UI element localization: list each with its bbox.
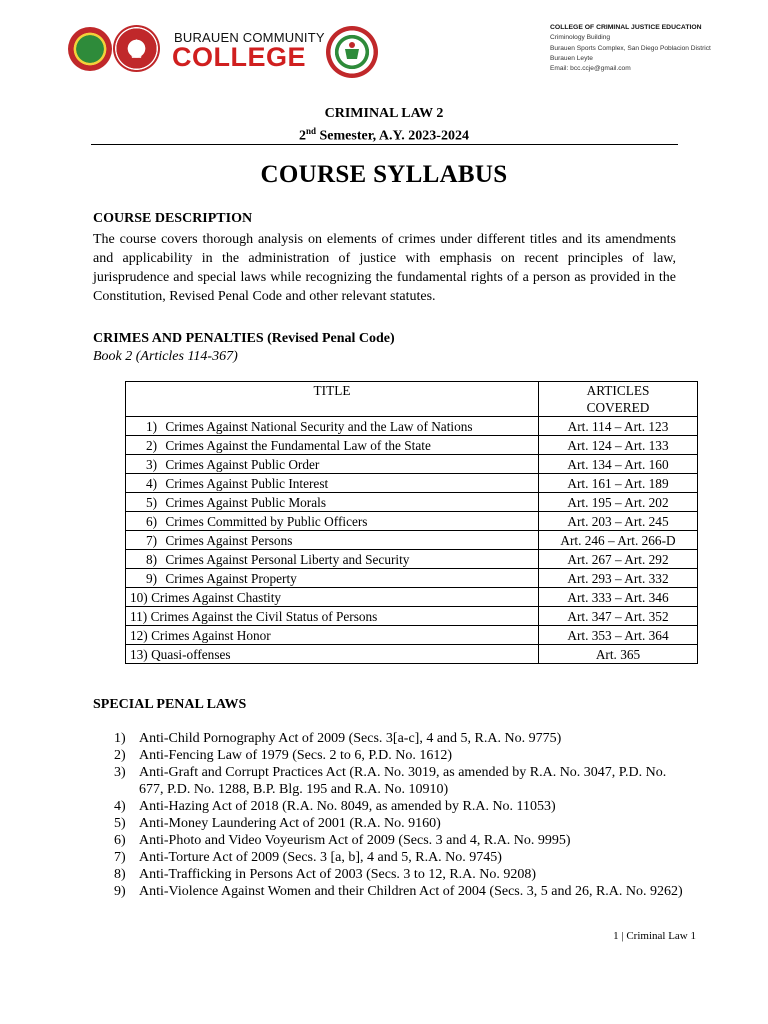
articles-covered-cell: Art. 246 – Art. 266-D	[539, 531, 698, 550]
table-row	[126, 474, 698, 493]
articles-covered-cell: Art. 333 – Art. 346	[539, 588, 698, 607]
column-header-title: TITLE	[126, 382, 539, 417]
articles-covered-cell: Art. 203 – Art. 245	[539, 512, 698, 531]
table-row	[126, 645, 698, 664]
row-number: 8)	[146, 551, 158, 567]
special-penal-laws-heading: SPECIAL PENAL LAWS	[93, 697, 247, 712]
table-row	[126, 417, 698, 436]
list-item-text: Anti-Photo and Video Voyeurism Act of 2009 (Secs. 3 and 4, R.A. No. 9995)	[139, 833, 571, 848]
course-description-heading: COURSE DESCRIPTION	[93, 211, 253, 226]
list-item-text: Anti-Torture Act of 2009 (Secs. 3 [a, b], 4 and 5, R.A. No. 9745)	[139, 850, 502, 865]
list-item	[93, 866, 693, 883]
list-item	[93, 815, 693, 832]
list-item-text: Anti-Trafficking in Persons Act of 2003 (Secs. 3 to 12, R.A. No. 9208)	[139, 867, 537, 882]
crime-title-cell	[126, 455, 539, 474]
crime-title-cell	[126, 417, 539, 436]
row-number: 11)	[130, 608, 148, 624]
book-label: Book 2 (Articles 114-367)	[93, 349, 238, 364]
row-number: 3)	[146, 456, 158, 472]
crime-title: Crimes Against Property	[165, 570, 297, 586]
list-item	[93, 747, 693, 764]
list-item	[93, 849, 693, 866]
page-footer: 1 | Criminal Law 1	[613, 930, 696, 942]
list-item-number: 9)	[114, 884, 126, 899]
semester-ordinal: 2	[299, 128, 306, 144]
crime-title: Crimes Against the Fundamental Law of the State	[165, 437, 431, 453]
list-item-text: Anti-Violence Against Women and their Children Act of 2004 (Secs. 3, 5 and 26, R.A. No. 9262)	[139, 884, 683, 899]
list-item-text: Anti-Fencing Law of 1979 (Secs. 2 to 6, P.D. No. 1612)	[139, 748, 453, 763]
list-item-text: Anti-Hazing Act of 2018 (R.A. No. 8049, as amended by R.A. No. 11053)	[139, 799, 556, 814]
list-item-text: Anti-Money Laundering Act of 2001 (R.A. No. 9160)	[139, 816, 441, 831]
crime-title-cell	[126, 436, 539, 455]
college-name-top: BURAUEN COMMUNITY	[174, 30, 325, 45]
column-header-articles-line2: COVERED	[586, 400, 650, 415]
contact-title: COLLEGE OF CRIMINAL JUSTICE EDUCATION	[550, 24, 702, 31]
crimes-penalties-heading: CRIMES AND PENALTIES (Revised Penal Code)	[93, 331, 395, 346]
column-header-articles	[539, 382, 698, 417]
semester-ordinal-suffix: nd	[306, 126, 317, 136]
list-item	[93, 832, 693, 849]
table-row	[126, 436, 698, 455]
list-item-number: 5)	[114, 816, 126, 831]
row-number: 5)	[146, 494, 158, 510]
contact-line: Criminology Building	[550, 34, 611, 42]
crime-title: Crimes Against National Security and the Law of Nations	[165, 418, 473, 434]
articles-covered-cell: Art. 124 – Art. 133	[539, 436, 698, 455]
crime-title-cell	[126, 645, 539, 664]
table-row	[126, 626, 698, 645]
list-item	[93, 798, 693, 815]
crime-title: Crimes Against Personal Liberty and Security	[165, 551, 410, 567]
contact-line: Burauen Leyte	[550, 54, 593, 62]
crime-title: Crimes Against Public Morals	[165, 494, 326, 510]
crime-title: Crimes Against Chastity	[151, 589, 282, 605]
crime-title-cell	[126, 474, 539, 493]
table-row	[126, 455, 698, 474]
articles-covered-cell: Art. 267 – Art. 292	[539, 550, 698, 569]
list-item-number: 8)	[114, 867, 126, 882]
ccje-seal-icon	[326, 26, 378, 78]
page-title: COURSE SYLLABUS	[260, 161, 508, 188]
articles-covered-cell: Art. 365	[539, 645, 698, 664]
articles-covered-cell: Art. 134 – Art. 160	[539, 455, 698, 474]
articles-covered-cell: Art. 293 – Art. 332	[539, 569, 698, 588]
crime-title-cell	[126, 569, 539, 588]
crime-title: Crimes Against Honor	[151, 627, 271, 643]
special-penal-laws-list	[93, 730, 693, 900]
crime-title-cell	[126, 531, 539, 550]
contact-line: Burauen Sports Complex, San Diego Poblacion District	[550, 44, 711, 52]
table-row	[126, 512, 698, 531]
row-number: 7)	[146, 532, 158, 548]
list-item-number: 7)	[114, 850, 126, 865]
table-row	[126, 588, 698, 607]
column-header-articles-line1: ARTICLES	[586, 383, 650, 398]
course-description-text: The course covers thorough analysis on elements of crimes under different titles and its amendments and applicability in the administration of justice with emphasis on recent principles of law, jurisprudence and special laws while recognizing the fundamental rights of a person as provided in the Constitution, Revised Penal Code and other relevant statutes.	[93, 232, 676, 304]
crime-title-cell	[126, 607, 539, 626]
list-item-text: Anti-Child Pornography Act of 2009 (Secs. 3[a-c], 4 and 5, R.A. No. 9775)	[139, 731, 562, 746]
articles-covered-cell: Art. 195 – Art. 202	[539, 493, 698, 512]
row-number: 4)	[146, 475, 158, 491]
list-item-number: 6)	[114, 833, 126, 848]
crime-title-cell	[126, 626, 539, 645]
college-contact-block	[550, 23, 750, 74]
articles-covered-cell: Art. 114 – Art. 123	[539, 417, 698, 436]
contact-email: Email: bcc.ccje@gmail.com	[550, 65, 631, 73]
table-row	[126, 607, 698, 626]
articles-covered-cell: Art. 353 – Art. 364	[539, 626, 698, 645]
table-row	[126, 531, 698, 550]
crime-title-cell	[126, 512, 539, 531]
crime-title: Crimes Against the Civil Status of Persons	[150, 608, 378, 624]
list-item	[93, 730, 693, 747]
row-number: 13)	[130, 646, 148, 662]
burauen-municipal-seal-icon	[68, 27, 112, 71]
crime-title-cell	[126, 588, 539, 607]
row-number: 1)	[146, 418, 158, 434]
title-divider	[91, 144, 678, 145]
articles-covered-cell: Art. 161 – Art. 189	[539, 474, 698, 493]
list-item	[93, 764, 693, 798]
crime-title: Crimes Committed by Public Officers	[165, 513, 368, 529]
college-name-main: COLLEGE	[172, 42, 307, 72]
list-item-number: 4)	[114, 799, 126, 814]
list-item-number: 1)	[114, 731, 126, 746]
crime-title: Crimes Against Public Interest	[165, 475, 329, 491]
table-header-row	[126, 382, 698, 417]
crime-title: Crimes Against Public Order	[165, 456, 320, 472]
college-seal-icon	[113, 25, 160, 72]
row-number: 6)	[146, 513, 158, 529]
crime-title: Quasi-offenses	[151, 646, 231, 662]
table-row	[126, 569, 698, 588]
crimes-table	[125, 381, 698, 664]
row-number: 2)	[146, 437, 158, 453]
row-number: 10)	[130, 589, 148, 605]
list-item-number: 2)	[114, 748, 126, 763]
semester-text: Semester, A.Y. 2023-2024	[316, 128, 469, 144]
course-title: CRIMINAL LAW 2	[324, 106, 444, 121]
row-number: 12)	[130, 627, 148, 643]
semester-line	[0, 126, 768, 145]
list-item-number: 3)	[114, 765, 126, 780]
row-number: 9)	[146, 570, 158, 586]
crime-title-cell	[126, 493, 539, 512]
crime-title-cell	[126, 550, 539, 569]
table-row	[126, 550, 698, 569]
list-item-text: Anti-Graft and Corrupt Practices Act (R.A. No. 3019, as amended by R.A. No. 3047, P.D. No. 677, P.D. No. 1288, B.P. Blg. 195 and R.A. No. 10910)	[139, 765, 667, 797]
crime-title: Crimes Against Persons	[165, 532, 293, 548]
articles-covered-cell: Art. 347 – Art. 352	[539, 607, 698, 626]
list-item	[93, 883, 693, 900]
table-row	[126, 493, 698, 512]
